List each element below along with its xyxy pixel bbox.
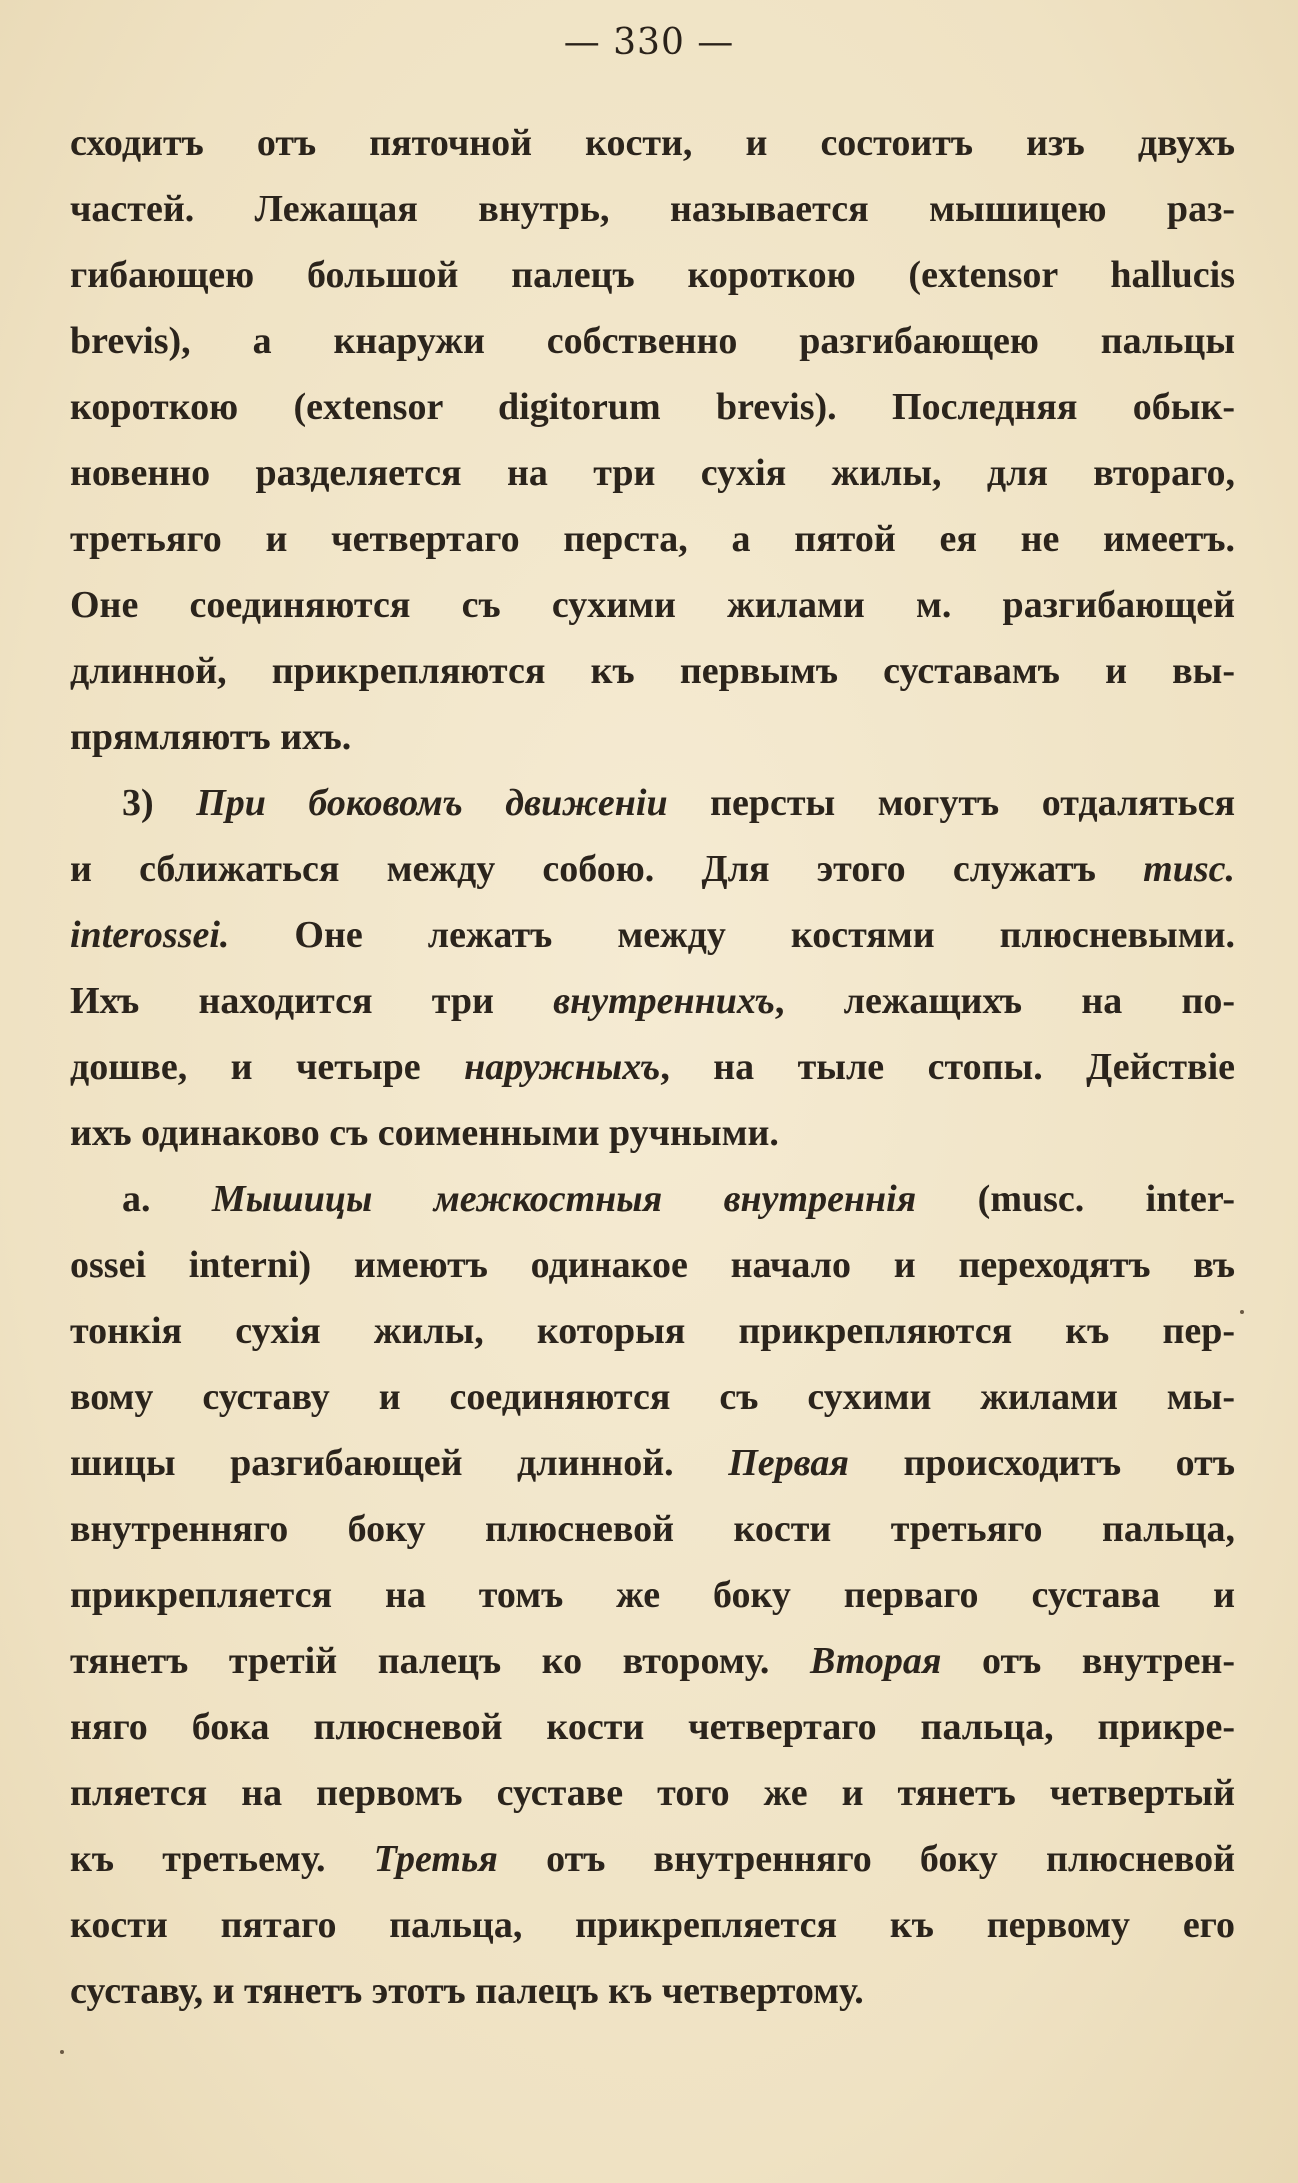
- text-run: ихъ одинаково съ соименными ручными.: [70, 1112, 779, 1154]
- text-run: , лежащихъ на по-: [774, 980, 1235, 1022]
- text-line: [70, 770, 1235, 836]
- text-run: пляется на первомъ суставе того же и тянетъ четвертый: [70, 1772, 1235, 1814]
- text-run: прямляютъ ихъ.: [70, 716, 352, 758]
- text-run: гибающею большой палецъ короткою (extensor hallucis: [70, 254, 1235, 296]
- text-run: отъ внутренняго боку плюсневой: [497, 1838, 1235, 1880]
- text-run: , на тыле стопы. Действіе: [660, 1046, 1235, 1088]
- ink-speck: [60, 2050, 64, 2054]
- text-run: персты могутъ отдаляться: [667, 782, 1235, 824]
- text-run: 3): [122, 782, 197, 824]
- text-run: тонкія сухія жилы, которыя прикрепляются къ пер-: [70, 1310, 1235, 1352]
- text-line: [70, 704, 1235, 770]
- text-line: [70, 374, 1235, 440]
- text-run: суставу, и тянетъ этотъ палецъ къ четвертому.: [70, 1970, 864, 2012]
- text-line: [70, 836, 1235, 902]
- text-line: [70, 242, 1235, 308]
- text-run: brevis), а кнаружи собственно разгибающею пальцы: [70, 320, 1235, 362]
- text-run: Ихъ находится три: [70, 980, 554, 1022]
- text-line: [70, 110, 1235, 176]
- text-run: кости пятаго пальца, прикрепляется къ первому его: [70, 1904, 1235, 1946]
- italic-text: musc.: [1143, 848, 1235, 890]
- text-line: [70, 440, 1235, 506]
- text-line: [70, 1496, 1235, 1562]
- text-line: [70, 572, 1235, 638]
- italic-text: Мышицы межкостныя внутреннія: [211, 1178, 917, 1220]
- text-run: отъ внутрен-: [941, 1640, 1235, 1682]
- text-run: короткою (extensor digitorum brevis). Последняя обык-: [70, 386, 1235, 428]
- text-run: длинной, прикрепляются къ первымъ суставамъ и вы-: [70, 650, 1235, 692]
- text-run: a.: [122, 1178, 212, 1220]
- text-run: вому суставу и соединяются съ сухими жилами мы-: [70, 1376, 1235, 1418]
- text-line: [70, 506, 1235, 572]
- text-run: къ третьему.: [70, 1838, 374, 1880]
- text-line: [70, 308, 1235, 374]
- italic-text: interossei.: [70, 914, 230, 956]
- italic-text: наружныхъ: [464, 1046, 661, 1088]
- text-run: новенно разделяется на три сухія жилы, для втораго,: [70, 452, 1235, 494]
- text-line: [70, 1364, 1235, 1430]
- text-line: [70, 1166, 1235, 1232]
- italic-text: Третья: [373, 1838, 498, 1880]
- text-run: (musc. inter-: [916, 1178, 1235, 1220]
- ink-speck: [1240, 1310, 1244, 1314]
- text-line: [70, 1232, 1235, 1298]
- text-line: [70, 176, 1235, 242]
- text-line: [70, 1100, 1235, 1166]
- text-line: [70, 1298, 1235, 1364]
- text-line: [70, 1430, 1235, 1496]
- italic-text: При боковомъ движеніи: [196, 782, 668, 824]
- text-run: происходитъ отъ: [848, 1442, 1235, 1484]
- text-run: третьяго и четвертаго перста, а пятой ея не имеетъ.: [70, 518, 1235, 560]
- text-run: ossei interni) имеютъ одинакое начало и переходятъ въ: [70, 1244, 1235, 1286]
- text-run: шицы разгибающей длинной.: [70, 1442, 729, 1484]
- text-line: [70, 638, 1235, 704]
- text-run: сходитъ отъ пяточной кости, и состоитъ изъ двухъ: [70, 122, 1235, 164]
- text-run: тянетъ третій палецъ ко второму.: [70, 1640, 810, 1682]
- page-body-text: [70, 110, 1235, 2024]
- text-line: [70, 1562, 1235, 1628]
- text-line: [70, 1760, 1235, 1826]
- text-run: дошве, и четыре: [70, 1046, 465, 1088]
- text-line: [70, 1694, 1235, 1760]
- text-line: [70, 1826, 1235, 1892]
- italic-text: внутреннихъ: [553, 980, 775, 1022]
- text-line: [70, 1892, 1235, 1958]
- text-run: частей. Лежащая внутрь, называется мышицею раз-: [70, 188, 1235, 230]
- text-line: [70, 902, 1235, 968]
- text-run: Оне лежатъ между костями плюсневыми.: [229, 914, 1235, 956]
- text-run: внутренняго боку плюсневой кости третьяго пальца,: [70, 1508, 1235, 1550]
- text-run: няго бока плюсневой кости четвертаго пальца, прикре-: [70, 1706, 1235, 1748]
- text-line: [70, 968, 1235, 1034]
- text-run: и сближаться между собою. Для этого служатъ: [70, 848, 1144, 890]
- text-line: [70, 1628, 1235, 1694]
- text-run: Оне соединяются съ сухими жилами м. разгибающей: [70, 584, 1235, 626]
- text-line: [70, 1034, 1235, 1100]
- italic-text: Вторая: [810, 1640, 942, 1682]
- text-line: [70, 1958, 1235, 2024]
- text-run: прикрепляется на томъ же боку перваго сустава и: [70, 1574, 1235, 1616]
- italic-text: Первая: [728, 1442, 849, 1484]
- page-number: — 330 —: [563, 22, 735, 63]
